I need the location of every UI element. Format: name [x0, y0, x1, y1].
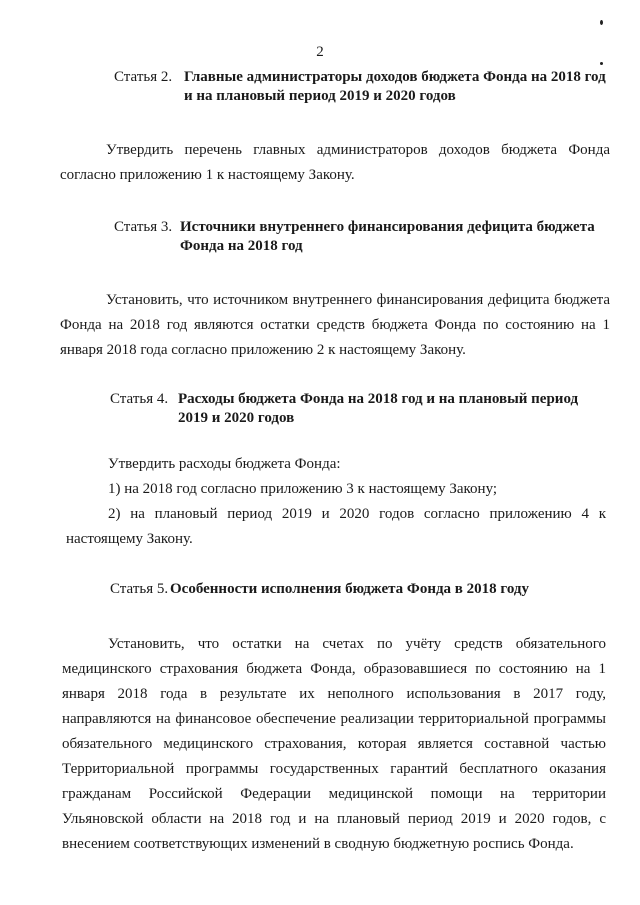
article-label: Статья 5.	[110, 581, 169, 597]
article-label: Статья 2.	[114, 69, 173, 85]
article-2	[0, 68, 640, 183]
article-label: Статья 3.	[114, 219, 173, 235]
list-item: 1) на 2018 год согласно приложению 3 к настоящему Закону;	[108, 481, 498, 497]
article-body	[62, 632, 606, 857]
paragraph: Утвердить перечень главных администраторов доходов бюджета Фонда согласно приложению 1 к настоящему Закону.	[60, 142, 610, 183]
article-title: Расходы бюджета Фонда на 2018 год и на плановый период 2019 и 2020 годов	[178, 391, 579, 426]
article-body	[60, 138, 610, 188]
article-intro: Утвердить расходы бюджета Фонда:	[108, 456, 341, 472]
article-heading	[0, 68, 640, 108]
scan-speck	[600, 20, 603, 25]
article-heading	[0, 390, 640, 430]
list-item: 2) на плановый период 2019 и 2020 годов согласно приложению 4 к настоящему Закону.	[66, 506, 606, 547]
paragraph: Установить, что остатки на счетах по учёту средств обязательного медицинского страхования бюджета Фонда, образовавшиеся по состоянию на 1 января 2018 года в результате их неполного использования в 2017 году, направляются на финансовое обеспечение реализации территориальной программы обязательного медицинского страхования, которая является составной частью Территориальной программы государственных гарантий бесплатного оказания гражданам Российской Федерации медицинской помощи на территории Ульяновской области на 2018 год и на плановый период 2019 и 2020 годов, с внесением соответствующих изменений в сводную бюджетную роспись Фонда.	[62, 636, 606, 852]
article-list	[66, 477, 606, 552]
article-heading	[0, 580, 640, 602]
article-body	[60, 288, 610, 363]
paragraph: Установить, что источником внутреннего финансирования дефицита бюджета Фонда на 2018 год являются остатки средств бюджета Фонда по состоянию на 1 января 2018 года согласно приложению 2 к настоящему Закону.	[60, 292, 610, 358]
article-title: Особенности исполнения бюджета Фонда в 2018 году	[170, 581, 529, 597]
scan-speck	[600, 62, 603, 65]
article-3	[0, 218, 640, 358]
article-5	[0, 580, 640, 852]
article-label: Статья 4.	[110, 391, 169, 407]
article-heading	[0, 218, 640, 258]
article-4	[0, 390, 640, 547]
article-title: Источники внутреннего финансирования дефицита бюджета Фонда на 2018 год	[180, 219, 595, 254]
article-title: Главные администраторы доходов бюджета Фонда на 2018 год и на плановый период 2019 и 2020 годов	[184, 69, 606, 104]
page-number: 2	[316, 44, 324, 60]
